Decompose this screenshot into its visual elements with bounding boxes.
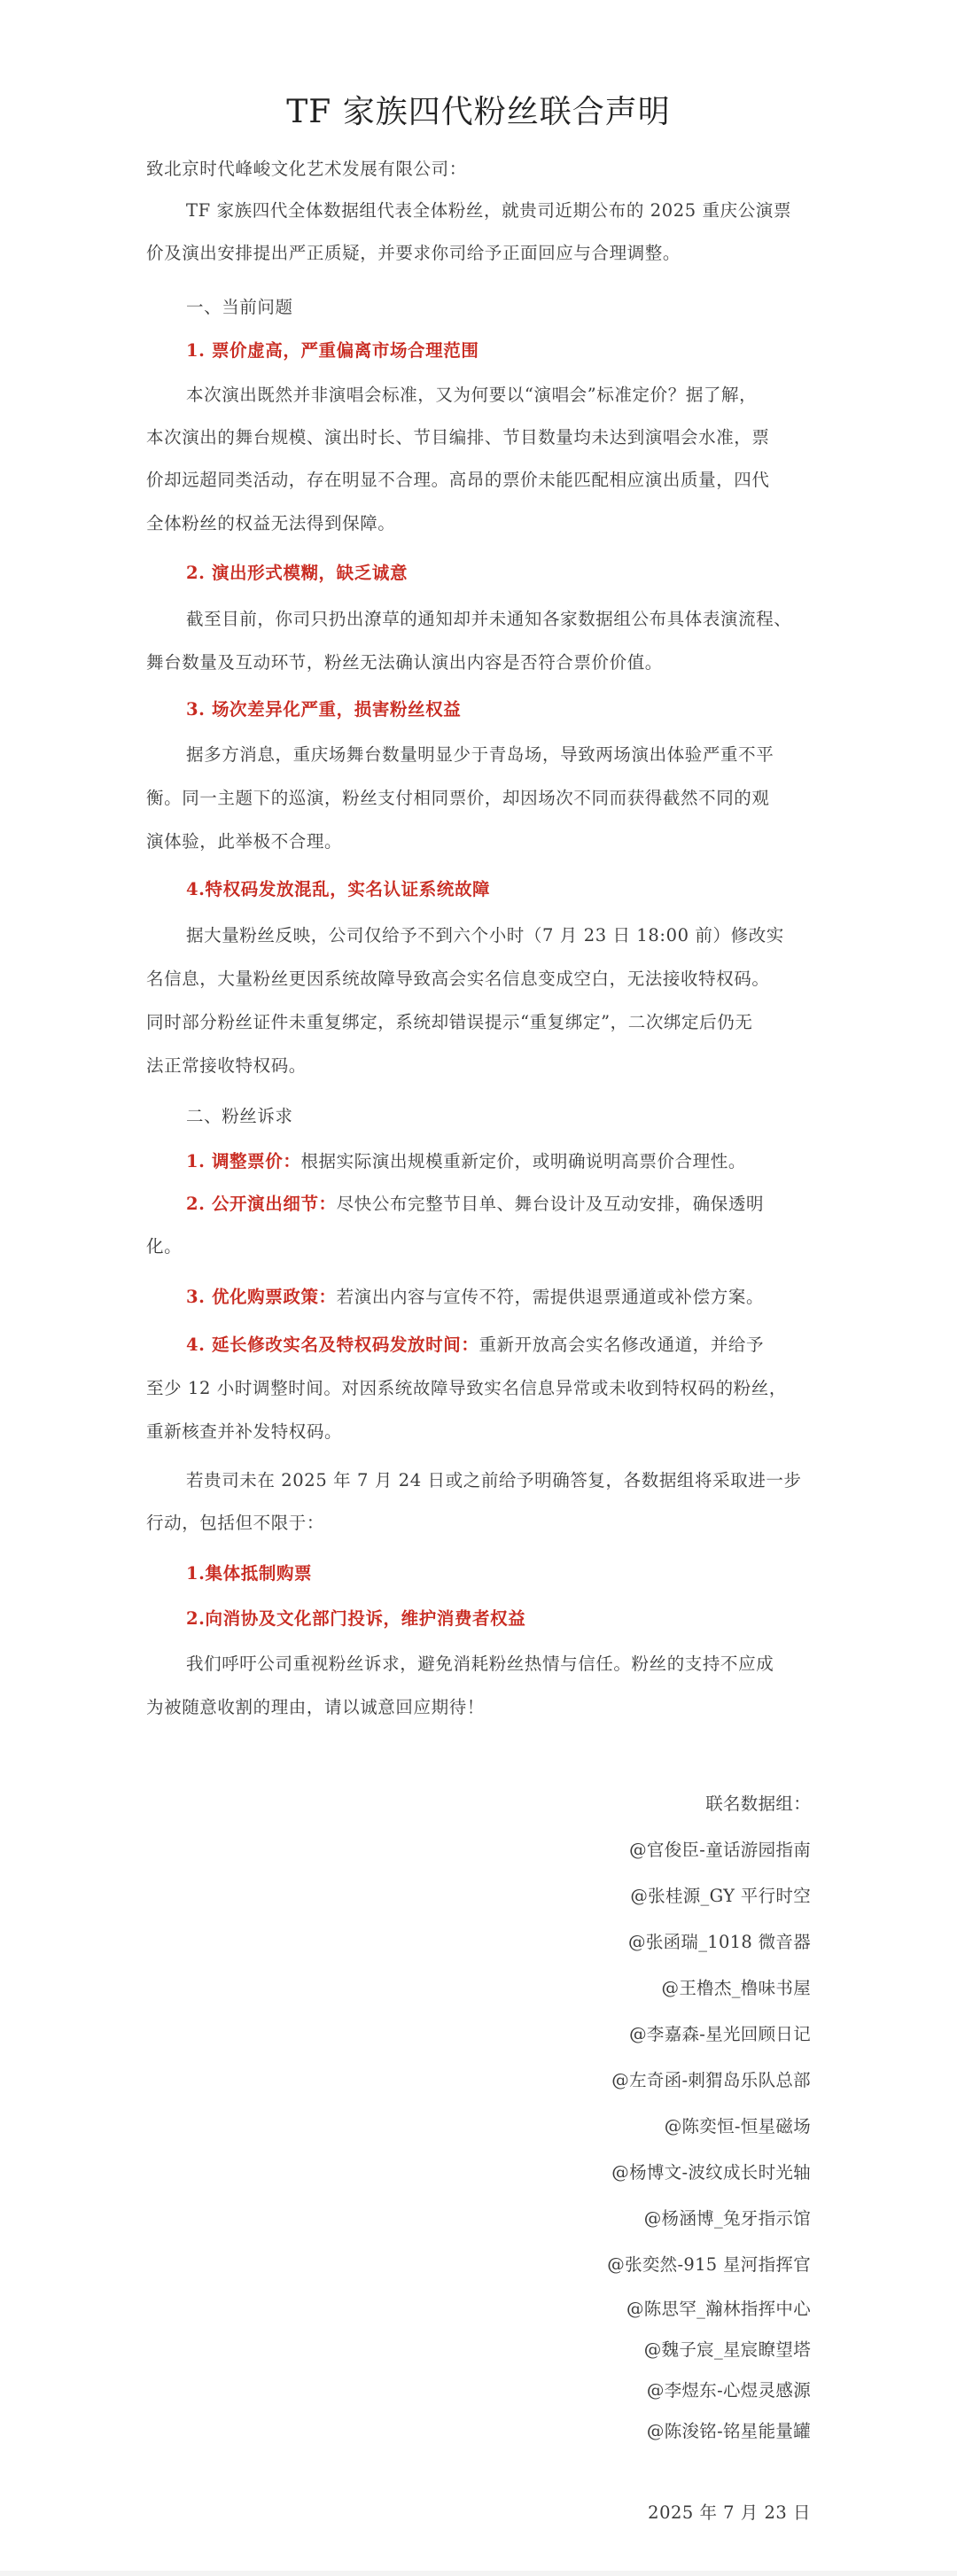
demand-label: 2. 公开演出细节：: [186, 1194, 337, 1214]
signatory: @陈浚铭-铭星能量罐: [646, 2421, 811, 2441]
paragraph-line: 据多方消息，重庆场舞台数量明显少于青岛场，导致两场演出体验严重不平: [186, 744, 774, 765]
demand-label: 1. 调整票价：: [186, 1151, 301, 1171]
document-date: 2025 年 7 月 23 日: [648, 2502, 811, 2523]
paragraph-line: 本次演出的舞台规模、演出时长、节目编排、节目数量均未达到演唱会水准，票: [146, 427, 770, 447]
signatory: @魏子宸_星宸瞭望塔: [643, 2339, 811, 2360]
demand-continuation: 化。: [146, 1236, 183, 1257]
paragraph-line: 法正常接收特权码。: [146, 1055, 307, 1076]
signatory: @李煜东-心煜灵感源: [646, 2380, 811, 2401]
paragraph-line: 为被随意收割的理由，请以诚意回应期待！: [146, 1697, 485, 1717]
intro-line: TF 家族四代全体数据组代表全体粉丝，就贵司近期公布的 2025 重庆公演票: [186, 200, 792, 221]
demand-item: [186, 1190, 764, 1215]
paragraph-line: 舞台数量及互动环节，粉丝无法确认演出内容是否符合票价价值。: [146, 652, 663, 673]
section-heading: 一、当前问题: [186, 297, 293, 317]
demand-text: 若演出内容与宣传不符，需提供退票通道或补偿方案。: [336, 1287, 765, 1307]
paragraph-line: 衡。同一主题下的巡演，粉丝支付相同票价，却因场次不同而获得截然不同的观: [146, 788, 770, 808]
addressee: 致北京时代峰峻文化艺术发展有限公司：: [146, 159, 467, 179]
demand-item: [186, 1148, 746, 1172]
paragraph-line: 演体验，此举极不合理。: [146, 831, 343, 852]
demand-label: 4. 延长修改实名及特权码发放时间：: [186, 1335, 479, 1355]
paragraph-line: 价却远超同类活动，存在明显不合理。高昂的票价未能匹配相应演出质量，四代: [146, 470, 770, 490]
signatory: @张函瑞_1018 微音器: [628, 1932, 811, 1952]
issue-heading: 4.特权码发放混乱，实名认证系统故障: [186, 879, 491, 899]
signature-heading: 联名数据组：: [705, 1794, 811, 1814]
paragraph-line: 本次演出既然并非演唱会标准，又为何要以“演唱会”标准定价？据了解，: [186, 385, 758, 405]
signatory: @王橹杰_橹味书屋: [661, 1978, 811, 1998]
signatory: @左奇函-刺猬岛乐队总部: [611, 2070, 811, 2090]
signatory: @李嘉森-星光回顾日记: [629, 2024, 811, 2044]
paragraph-line: 我们呼吁公司重视粉丝诉求，避免消耗粉丝热情与信任。粉丝的支持不应成: [186, 1654, 774, 1674]
issue-heading: 2. 演出形式模糊，缺乏诚意: [186, 563, 408, 583]
issue-heading: 3. 场次差异化严重，损害粉丝权益: [186, 699, 462, 720]
intro-line: 价及演出安排提出严正质疑，并要求你司给予正面回应与合理调整。: [146, 243, 681, 263]
action-item: 2.向消协及文化部门投诉，维护消费者权益: [186, 1608, 526, 1629]
signatory: @杨涵博_兔牙指示馆: [643, 2208, 811, 2229]
page-bottom-edge: [0, 2571, 957, 2576]
signatory: @官俊臣-童话游园指南: [629, 1840, 811, 1860]
paragraph-line: 行动，包括但不限于：: [146, 1513, 325, 1533]
paragraph-line: 截至目前，你司只扔出潦草的通知却并未通知各家数据组公布具体表演流程、: [186, 609, 792, 629]
action-item: 1.集体抵制购票: [186, 1563, 313, 1584]
demand-text: 根据实际演出规模重新定价，或明确说明高票价合理性。: [300, 1151, 746, 1171]
demand-continuation: 至少 12 小时调整时间。对因系统故障导致实名信息异常或未收到特权码的粉丝，: [146, 1378, 788, 1398]
signatory: @陈思罕_瀚林指挥中心: [626, 2299, 811, 2319]
issue-heading: 1. 票价虚高，严重偏离市场合理范围: [186, 340, 479, 361]
demand-text: 尽快公布完整节目单、舞台设计及互动安排，确保透明: [336, 1194, 765, 1214]
paragraph-line: 据大量粉丝反映，公司仅给予不到六个小时（7 月 23 日 18:00 前）修改实: [186, 925, 784, 946]
signatory: @张奕然-915 星河指挥官: [607, 2254, 811, 2275]
paragraph-line: 同时部分粉丝证件未重复绑定，系统却错误提示“重复绑定”，二次绑定后仍无: [146, 1012, 753, 1032]
section-heading: 二、粉丝诉求: [186, 1106, 293, 1126]
document-title: TF 家族四代粉丝联合声明: [286, 94, 671, 130]
paragraph-line: 名信息，大量粉丝更因系统故障导致高会实名信息变成空白，无法接收特权码。: [146, 969, 770, 989]
demand-text: 重新开放高会实名修改通道，并给予: [478, 1335, 765, 1355]
demand-label: 3. 优化购票政策：: [186, 1287, 337, 1307]
paragraph-line: 若贵司未在 2025 年 7 月 24 日或之前给予明确答复，各数据组将采取进一步: [186, 1470, 802, 1490]
signatory: @陈奕恒-恒星磁场: [664, 2116, 811, 2136]
demand-item: [186, 1331, 764, 1356]
paragraph-line: 全体粉丝的权益无法得到保障。: [146, 513, 396, 533]
demand-continuation: 重新核查并补发特权码。: [146, 1421, 343, 1442]
signatory: @张桂源_GY 平行时空: [630, 1886, 811, 1906]
demand-item: [186, 1283, 764, 1308]
signatory: @杨博文-波纹成长时光轴: [611, 2162, 811, 2183]
